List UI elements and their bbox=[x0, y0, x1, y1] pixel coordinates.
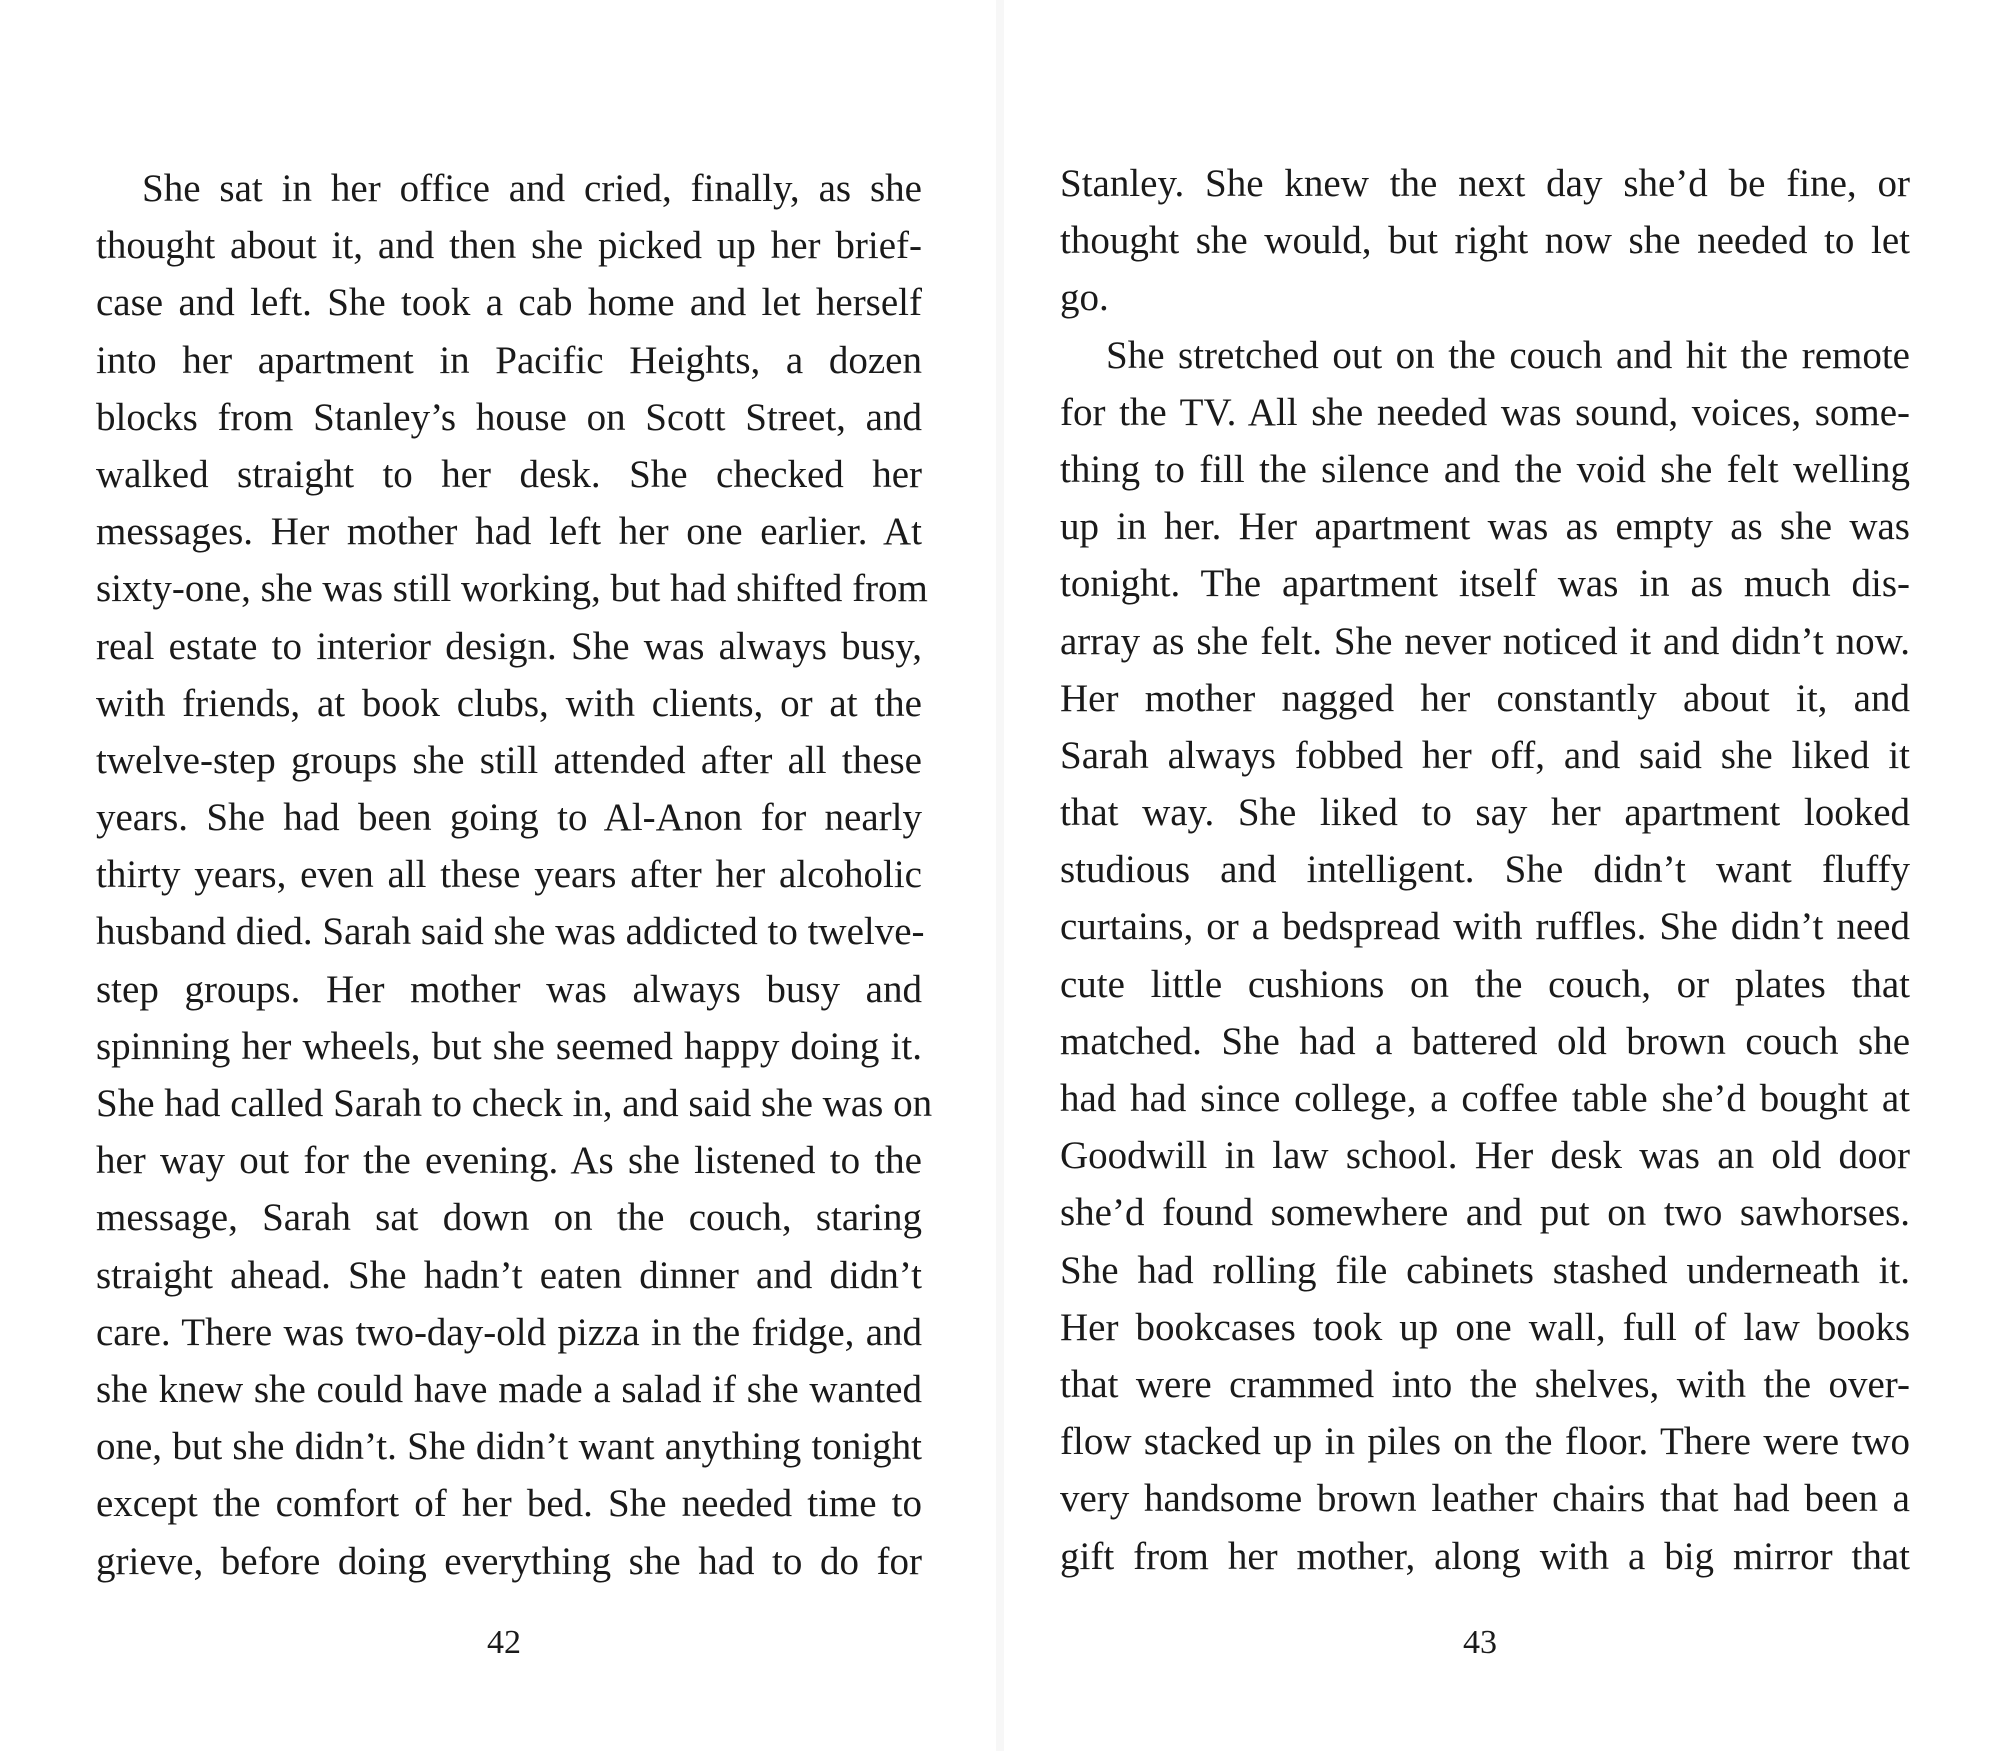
text-line: twelve-step groups she still attended after all these bbox=[96, 738, 922, 782]
text-line: she knew she could have made a salad if she wanted bbox=[96, 1367, 922, 1411]
text-line: that way. She liked to say her apartment looked bbox=[1060, 791, 1910, 835]
text-line: matched. She had a battered old brown couch she bbox=[1060, 1019, 1910, 1063]
text-line: very handsome brown leather chairs that had been a bbox=[1060, 1477, 1910, 1521]
text-line: She stretched out on the couch and hit the remote bbox=[1106, 333, 1910, 377]
text-line: gift from her mother, along with a big mirror that bbox=[1060, 1534, 1910, 1578]
text-line: into her apartment in Pacific Heights, a dozen bbox=[96, 338, 922, 382]
text-line: step groups. Her mother was always busy and bbox=[96, 967, 922, 1011]
text-line: message, Sarah sat down on the couch, staring bbox=[96, 1196, 922, 1240]
text-line: one, but she didn’t. She didn’t want anything tonight bbox=[96, 1425, 922, 1469]
text-line: sixty-one, she was still working, but had shifted from bbox=[96, 567, 928, 611]
text-line: years. She had been going to Al-Anon for nearly bbox=[96, 796, 922, 840]
text-line: array as she felt. She never noticed it and didn’t now. bbox=[1060, 619, 1910, 663]
text-line: had had since college, a coffee table she’d bought at bbox=[1060, 1077, 1910, 1120]
text-line: thought she would, but right now she needed to let bbox=[1060, 219, 1910, 263]
text-line: case and left. She took a cab home and let herself bbox=[96, 281, 922, 325]
text-line: studious and intelligent. She didn’t want fluffy bbox=[1060, 848, 1910, 892]
text-line: Her mother nagged her constantly about it, and bbox=[1060, 676, 1910, 720]
text-line: thirty years, even all these years after her alcoholic bbox=[96, 853, 922, 897]
text-line: tonight. The apartment itself was in as much dis- bbox=[1060, 562, 1910, 606]
left-page-body bbox=[96, 160, 933, 1590]
text-line: real estate to interior design. She was always busy, bbox=[96, 624, 922, 668]
text-line: except the comfort of her bed. She needed time to bbox=[96, 1482, 922, 1526]
text-line: She sat in her office and cried, finally, as she bbox=[142, 167, 922, 210]
text-line: blocks from Stanley’s house on Scott Street, and bbox=[96, 395, 922, 439]
text-line: straight ahead. She hadn’t eaten dinner and didn’t bbox=[96, 1253, 922, 1297]
text-line: Goodwill in law school. Her desk was an old door bbox=[1060, 1134, 1910, 1178]
page-number-right: 43 bbox=[1463, 1624, 1497, 1661]
text-line: grieve, before doing everything she had to do for bbox=[96, 1539, 922, 1583]
text-line: Her bookcases took up one wall, full of law books bbox=[1060, 1305, 1910, 1349]
text-line: husband died. Sarah said she was addicted to twelve- bbox=[96, 910, 925, 954]
text-line: her way out for the evening. As she listened to the bbox=[96, 1139, 922, 1183]
text-line: go. bbox=[1060, 276, 1109, 320]
text-line: with friends, at book clubs, with clients, or at the bbox=[96, 681, 922, 725]
text-line: curtains, or a bedspread with ruffles. She didn’t need bbox=[1060, 905, 1910, 949]
text-line: She had rolling file cabinets stashed underneath it. bbox=[1060, 1248, 1910, 1292]
text-line: messages. Her mother had left her one earlier. At bbox=[96, 510, 922, 554]
text-line: that were crammed into the shelves, with the over- bbox=[1060, 1362, 1910, 1406]
text-line: walked straight to her desk. She checked her bbox=[96, 452, 922, 496]
text-line: flow stacked up in piles on the floor. There were two bbox=[1060, 1420, 1910, 1464]
page-number-left: 42 bbox=[487, 1624, 521, 1661]
text-line: Sarah always fobbed her off, and said she liked it bbox=[1060, 733, 1910, 777]
text-line: She had called Sarah to check in, and said she was on bbox=[96, 1082, 933, 1125]
right-page-body bbox=[1060, 155, 1910, 1585]
text-line: care. There was two-day-old pizza in the fridge, and bbox=[96, 1310, 922, 1354]
right-page bbox=[1000, 0, 2000, 1751]
text-line: Stanley. She knew the next day she’d be fine, or bbox=[1060, 162, 1910, 205]
text-line: for the TV. All she needed was sound, voices, some- bbox=[1060, 390, 1910, 434]
text-line: cute little cushions on the couch, or plates that bbox=[1060, 962, 1910, 1006]
text-line: spinning her wheels, but she seemed happy doing it. bbox=[96, 1024, 922, 1068]
text-line: thought about it, and then she picked up her brief- bbox=[96, 224, 922, 268]
text-line: she’d found somewhere and put on two sawhorses. bbox=[1060, 1191, 1910, 1235]
text-line: thing to fill the silence and the void she felt welling bbox=[1060, 447, 1910, 491]
text-line: up in her. Her apartment was as empty as she was bbox=[1060, 505, 1910, 549]
